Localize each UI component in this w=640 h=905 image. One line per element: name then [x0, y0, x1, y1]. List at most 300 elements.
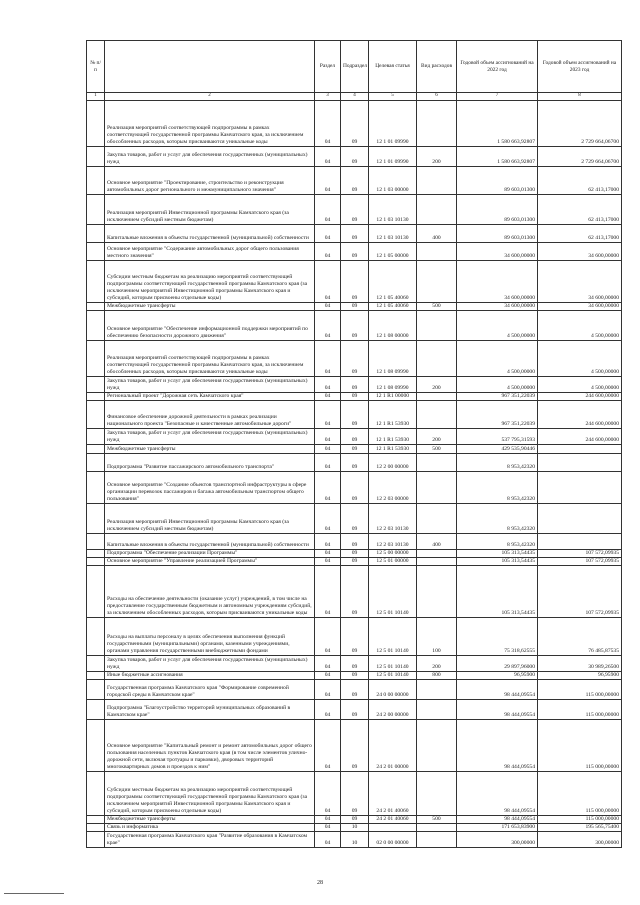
cell-value-2022: 98 444,09554 — [457, 680, 538, 700]
cell-value-2022: 89 603,01300 — [457, 167, 538, 195]
cell-celevaya-statya: 12 5 01 10140 — [369, 566, 417, 618]
cell-podrazdel: 10 — [341, 824, 369, 832]
cell-value-2022: 34 600,00000 — [457, 243, 538, 261]
cell-podrazdel: 09 — [341, 656, 369, 672]
cell-razdel: 04 — [315, 147, 341, 167]
table-header-row — [87, 41, 622, 93]
cell-podrazdel: 09 — [341, 147, 369, 167]
cell-num — [87, 261, 105, 303]
cell-vid-rashodov — [417, 824, 457, 832]
cell-razdel: 04 — [315, 261, 341, 303]
header-num: № п/п — [87, 41, 105, 93]
cell-podrazdel: 09 — [341, 401, 369, 429]
cell-name: Связь и информатика — [105, 824, 315, 832]
cell-celevaya-statya: 24 0 00 00000 — [369, 680, 417, 700]
cell-num — [87, 195, 105, 225]
cell-value-2022: 98 444,09554 — [457, 700, 538, 720]
cell-num — [87, 303, 105, 311]
cell-podrazdel: 09 — [341, 377, 369, 393]
cell-num — [87, 454, 105, 472]
column-number: 5 — [369, 93, 417, 101]
cell-celevaya-statya: 12 2 03 10130 — [369, 504, 417, 534]
cell-value-2022: 8 953,42320 — [457, 454, 538, 472]
cell-podrazdel: 09 — [341, 303, 369, 311]
cell-podrazdel: 09 — [341, 429, 369, 445]
table-row — [87, 401, 622, 429]
cell-vid-rashodov: 200 — [417, 656, 457, 672]
cell-podrazdel: 09 — [341, 566, 369, 618]
cell-vid-rashodov: 800 — [417, 672, 457, 680]
cell-vid-rashodov — [417, 101, 457, 147]
cell-num — [87, 377, 105, 393]
cell-name: Межбюджетные трансферты — [105, 303, 315, 311]
cell-razdel: 04 — [315, 656, 341, 672]
cell-celevaya-statya: 12 2 03 00000 — [369, 472, 417, 504]
cell-vid-rashodov — [417, 566, 457, 618]
table-row — [87, 772, 622, 816]
cell-value-2023: 115 000,00000 — [538, 772, 622, 816]
cell-num — [87, 672, 105, 680]
cell-name: Основное мероприятие "Обеспечение информационной поддержки мероприятий по обеспечению безопасности дорожного движения" — [105, 311, 315, 341]
cell-name: Государственная программа Камчатского края "Формирование современной городской среды в Камчатском крае" — [105, 680, 315, 700]
cell-value-2022: 75 318,62555 — [457, 618, 538, 656]
table-row — [87, 341, 622, 377]
cell-razdel: 04 — [315, 566, 341, 618]
table-row — [87, 147, 622, 167]
cell-razdel: 04 — [315, 429, 341, 445]
cell-value-2022: 429 535,90446 — [457, 445, 538, 454]
cell-celevaya-statya: 12 5 01 10140 — [369, 656, 417, 672]
cell-value-2022: 29 897,96000 — [457, 656, 538, 672]
cell-name: Расходы на выплаты персоналу в целях обеспечения выполнения функций государственными (муниципальными) органами, казенными учреждениями, органами управления государственными внебюджетными фондами — [105, 618, 315, 656]
cell-razdel: 04 — [315, 472, 341, 504]
cell-value-2023: 4 500,00000 — [538, 341, 622, 377]
cell-podrazdel: 10 — [341, 832, 369, 848]
table-row — [87, 225, 622, 243]
table-row — [87, 429, 622, 445]
table-row — [87, 618, 622, 656]
cell-name: Межбюджетные трансферты — [105, 816, 315, 824]
cell-celevaya-statya: 12 5 01 10140 — [369, 618, 417, 656]
cell-value-2022: 171 653,83900 — [457, 824, 538, 832]
cell-razdel: 04 — [315, 101, 341, 147]
cell-value-2022: 105 313,54435 — [457, 566, 538, 618]
cell-razdel: 04 — [315, 401, 341, 429]
cell-name: Государственная программа Камчатского края "Развитие образования в Камчатском крае" — [105, 832, 315, 848]
cell-razdel: 04 — [315, 445, 341, 454]
cell-celevaya-statya: 12 1 R1 53930 — [369, 401, 417, 429]
table-row — [87, 472, 622, 504]
cell-value-2023: 4 500,00000 — [538, 377, 622, 393]
table-row — [87, 445, 622, 454]
cell-value-2022: 105 313,54435 — [457, 550, 538, 558]
cell-podrazdel: 09 — [341, 720, 369, 772]
cell-razdel: 04 — [315, 700, 341, 720]
cell-value-2023: 244 600,00000 — [538, 429, 622, 445]
table-row — [87, 534, 622, 550]
cell-value-2023 — [538, 454, 622, 472]
cell-value-2022: 300,00000 — [457, 832, 538, 848]
cell-vid-rashodov — [417, 772, 457, 816]
cell-num — [87, 504, 105, 534]
cell-value-2023: 195 565,75400 — [538, 824, 622, 832]
cell-num — [87, 401, 105, 429]
cell-name: Капитальные вложения в объекты государственной (муниципальной) собственности — [105, 534, 315, 550]
page-number: 28 — [317, 880, 323, 886]
cell-vid-rashodov — [417, 393, 457, 401]
cell-value-2022: 4 500,00000 — [457, 377, 538, 393]
cell-num — [87, 772, 105, 816]
cell-razdel: 04 — [315, 680, 341, 700]
cell-value-2023: 115 000,00000 — [538, 680, 622, 700]
cell-podrazdel: 09 — [341, 534, 369, 550]
cell-num — [87, 816, 105, 824]
cell-value-2023 — [538, 472, 622, 504]
table-row — [87, 377, 622, 393]
cell-razdel: 04 — [315, 341, 341, 377]
cell-podrazdel: 09 — [341, 550, 369, 558]
cell-num — [87, 445, 105, 454]
footer-rule — [4, 893, 64, 894]
cell-num — [87, 311, 105, 341]
cell-num — [87, 550, 105, 558]
cell-razdel: 04 — [315, 225, 341, 243]
cell-razdel: 04 — [315, 720, 341, 772]
table-row — [87, 261, 622, 303]
cell-vid-rashodov — [417, 167, 457, 195]
cell-razdel: 04 — [315, 824, 341, 832]
cell-num — [87, 832, 105, 848]
cell-value-2023: 62 413,17000 — [538, 167, 622, 195]
cell-celevaya-statya: 12 1 05 00000 — [369, 243, 417, 261]
cell-podrazdel: 09 — [341, 618, 369, 656]
cell-num — [87, 824, 105, 832]
cell-razdel: 04 — [315, 832, 341, 848]
cell-value-2023: 107 572,09935 — [538, 558, 622, 566]
cell-value-2022: 1 580 663,92807 — [457, 147, 538, 167]
cell-vid-rashodov: 200 — [417, 429, 457, 445]
cell-value-2022: 34 600,00000 — [457, 303, 538, 311]
table-row — [87, 832, 622, 848]
cell-podrazdel: 09 — [341, 243, 369, 261]
cell-vid-rashodov: 400 — [417, 225, 457, 243]
cell-razdel: 04 — [315, 303, 341, 311]
cell-razdel: 04 — [315, 558, 341, 566]
cell-celevaya-statya: 12 1 08 09990 — [369, 341, 417, 377]
cell-celevaya-statya: 12 1 05 40060 — [369, 303, 417, 311]
cell-value-2022: 967 351,22039 — [457, 393, 538, 401]
cell-name: Финансовое обеспечение дорожной деятельности в рамках реализации национального проекта "Безопасные и качественные автомобильные дороги" — [105, 401, 315, 429]
cell-celevaya-statya: 12 1 08 09990 — [369, 377, 417, 393]
cell-num — [87, 534, 105, 550]
cell-razdel: 04 — [315, 772, 341, 816]
cell-celevaya-statya: 12 1 03 10130 — [369, 225, 417, 243]
cell-name: Субсидии местным бюджетам на реализацию мероприятий соответствующей подпрограммы соответствующей государственной программы Камчатского края (за исключением мероприятий Инвестиционной программы Камчатского края и субсидий, которым присвоены отдельные коды) — [105, 772, 315, 816]
cell-value-2023: 244 600,00000 — [538, 401, 622, 429]
cell-celevaya-statya: 12 1 05 40060 — [369, 261, 417, 303]
cell-celevaya-statya: 12 1 08 00000 — [369, 311, 417, 341]
cell-name: Межбюджетные трансферты — [105, 445, 315, 454]
cell-podrazdel: 09 — [341, 167, 369, 195]
cell-vid-rashodov — [417, 311, 457, 341]
header-podrazdel: Подраздел — [341, 41, 369, 93]
cell-num — [87, 618, 105, 656]
cell-celevaya-statya: 12 1 03 00000 — [369, 167, 417, 195]
cell-vid-rashodov: 100 — [417, 618, 457, 656]
cell-vid-rashodov — [417, 261, 457, 303]
table-row — [87, 303, 622, 311]
cell-celevaya-statya: 12 1 R1 53930 — [369, 445, 417, 454]
table-row — [87, 558, 622, 566]
table-row — [87, 454, 622, 472]
cell-celevaya-statya: 24 2 01 40060 — [369, 772, 417, 816]
cell-celevaya-statya: 24 2 01 40060 — [369, 816, 417, 824]
cell-celevaya-statya: 12 5 01 00000 — [369, 558, 417, 566]
cell-razdel: 04 — [315, 454, 341, 472]
cell-podrazdel: 09 — [341, 101, 369, 147]
cell-celevaya-statya: 12 1 01 09990 — [369, 101, 417, 147]
cell-vid-rashodov: 500 — [417, 816, 457, 824]
cell-razdel: 04 — [315, 393, 341, 401]
column-number: 3 — [315, 93, 341, 101]
cell-name: Реализация мероприятий Инвестиционной программы Камчатского края (за исключением субсидий местным бюджетам) — [105, 195, 315, 225]
cell-value-2023: 62 413,17000 — [538, 195, 622, 225]
cell-podrazdel: 09 — [341, 225, 369, 243]
column-number: 4 — [341, 93, 369, 101]
cell-vid-rashodov — [417, 550, 457, 558]
header-celevaya-statya: Целевая статья — [369, 41, 417, 93]
cell-celevaya-statya: 02 0 00 00000 — [369, 832, 417, 848]
cell-vid-rashodov: 500 — [417, 303, 457, 311]
cell-value-2022: 98 444,09554 — [457, 720, 538, 772]
cell-num — [87, 243, 105, 261]
cell-name: Реализация мероприятий соответствующей подпрограммы в рамках соответствующей государственной программы Камчатского края, за исключением обособленных расходов, которым присваиваются уникальные коды — [105, 101, 315, 147]
table-body — [87, 101, 622, 848]
column-number: 6 — [417, 93, 457, 101]
cell-podrazdel: 09 — [341, 261, 369, 303]
cell-celevaya-statya: 12 2 00 00000 — [369, 454, 417, 472]
cell-value-2022: 98 444,09554 — [457, 816, 538, 824]
cell-razdel: 04 — [315, 504, 341, 534]
header-vid-rashodov: Вид расходов — [417, 41, 457, 93]
cell-value-2022: 4 500,00000 — [457, 311, 538, 341]
cell-value-2022: 8 953,42320 — [457, 504, 538, 534]
cell-podrazdel: 09 — [341, 341, 369, 377]
cell-value-2023: 115 000,00000 — [538, 700, 622, 720]
cell-razdel: 04 — [315, 550, 341, 558]
column-number: 1 — [87, 93, 105, 101]
cell-celevaya-statya: 12 1 03 10130 — [369, 195, 417, 225]
cell-celevaya-statya — [369, 824, 417, 832]
cell-value-2022: 89 603,01300 — [457, 195, 538, 225]
cell-podrazdel: 09 — [341, 680, 369, 700]
table-row — [87, 824, 622, 832]
cell-value-2023 — [538, 534, 622, 550]
cell-value-2022: 96,95900 — [457, 672, 538, 680]
cell-vid-rashodov — [417, 401, 457, 429]
cell-value-2022: 967 351,22039 — [457, 401, 538, 429]
cell-name: Подпрограмма "Благоустройство территорий муниципальных образований в Камчатском крае" — [105, 700, 315, 720]
cell-vid-rashodov — [417, 341, 457, 377]
cell-value-2023: 115 000,00000 — [538, 720, 622, 772]
cell-name: Основное мероприятие "Создание объектов транспортной инфраструктуры в сфере организации перевозок пассажиров и багажа автомобильным транспортом общего пользования" — [105, 472, 315, 504]
cell-num — [87, 700, 105, 720]
cell-value-2023 — [538, 445, 622, 454]
cell-value-2023: 4 500,00000 — [538, 311, 622, 341]
cell-vid-rashodov — [417, 558, 457, 566]
cell-value-2022: 8 953,42320 — [457, 472, 538, 504]
cell-vid-rashodov: 500 — [417, 445, 457, 454]
cell-celevaya-statya: 24 2 00 00000 — [369, 700, 417, 720]
cell-podrazdel: 09 — [341, 454, 369, 472]
table-row — [87, 195, 622, 225]
cell-num — [87, 429, 105, 445]
cell-value-2022: 537 795,31593 — [457, 429, 538, 445]
cell-vid-rashodov — [417, 720, 457, 772]
table-row — [87, 700, 622, 720]
cell-value-2022: 105 313,54435 — [457, 558, 538, 566]
cell-razdel: 04 — [315, 534, 341, 550]
header-name — [105, 41, 315, 93]
cell-num — [87, 566, 105, 618]
column-number: 2 — [105, 93, 315, 101]
table-row — [87, 311, 622, 341]
table-row — [87, 101, 622, 147]
table-row — [87, 566, 622, 618]
table-row — [87, 816, 622, 824]
cell-podrazdel: 09 — [341, 445, 369, 454]
cell-value-2023: 300,00000 — [538, 832, 622, 848]
cell-razdel: 04 — [315, 816, 341, 824]
budget-table — [86, 40, 622, 848]
cell-value-2023: 76 485,87535 — [538, 618, 622, 656]
cell-vid-rashodov — [417, 243, 457, 261]
table-row — [87, 720, 622, 772]
cell-value-2022: 98 444,09554 — [457, 772, 538, 816]
table-row — [87, 672, 622, 680]
header-razdel: Раздел — [315, 41, 341, 93]
column-number: 7 — [457, 93, 538, 101]
cell-num — [87, 720, 105, 772]
cell-value-2023: 107 572,09935 — [538, 566, 622, 618]
table-row — [87, 504, 622, 534]
cell-vid-rashodov: 400 — [417, 534, 457, 550]
cell-name: Закупка товаров, работ и услуг для обеспечения государственных (муниципальных) нужд — [105, 656, 315, 672]
cell-celevaya-statya: 12 1 R1 53930 — [369, 429, 417, 445]
cell-num — [87, 341, 105, 377]
cell-name: Закупка товаров, работ и услуг для обеспечения государственных (муниципальных) нужд — [105, 147, 315, 167]
cell-celevaya-statya: 12 5 01 10140 — [369, 672, 417, 680]
cell-num — [87, 147, 105, 167]
cell-value-2023: 34 600,00000 — [538, 303, 622, 311]
cell-name: Капитальные вложения в объекты государственной (муниципальной) собственности — [105, 225, 315, 243]
cell-name: Основное мероприятие "Капитальный ремонт и ремонт автомобильных дорог общего пользования населенных пунктов Камчатского края (в том числе элементов улично-дорожной сети, включая тротуары и парковки), дворовых территорий многоквартирных домов и проездов к ним" — [105, 720, 315, 772]
cell-value-2023: 96,95900 — [538, 672, 622, 680]
cell-podrazdel: 09 — [341, 672, 369, 680]
cell-value-2023: 2 729 664,06700 — [538, 147, 622, 167]
cell-value-2023: 34 600,00000 — [538, 261, 622, 303]
cell-num — [87, 393, 105, 401]
cell-celevaya-statya: 12 1 01 09990 — [369, 147, 417, 167]
cell-podrazdel: 09 — [341, 558, 369, 566]
cell-vid-rashodov — [417, 472, 457, 504]
cell-vid-rashodov: 200 — [417, 377, 457, 393]
cell-razdel: 04 — [315, 167, 341, 195]
table-row — [87, 393, 622, 401]
cell-num — [87, 558, 105, 566]
cell-name: Региональный проект "Дорожная сеть Камчатского края" — [105, 393, 315, 401]
cell-celevaya-statya: 24 2 01 00000 — [369, 720, 417, 772]
table-row — [87, 167, 622, 195]
cell-value-2023: 30 989,26500 — [538, 656, 622, 672]
cell-razdel: 04 — [315, 311, 341, 341]
cell-num — [87, 680, 105, 700]
cell-razdel: 04 — [315, 672, 341, 680]
cell-name: Субсидии местным бюджетам на реализацию мероприятий соответствующей подпрограммы соответствующей государственной программы Камчатского края (за исключением мероприятий Инвестиционной программы Камчатского края и субсидий, которым присвоены отдельные коды) — [105, 261, 315, 303]
cell-razdel: 04 — [315, 377, 341, 393]
cell-razdel: 04 — [315, 618, 341, 656]
column-number-row — [87, 93, 622, 101]
cell-value-2022: 89 603,01300 — [457, 225, 538, 243]
table-row — [87, 656, 622, 672]
cell-celevaya-statya: 12 2 03 10130 — [369, 534, 417, 550]
cell-name: Закупка товаров, работ и услуг для обеспечения государственных (муниципальных) нужд — [105, 429, 315, 445]
cell-celevaya-statya: 12 5 00 00000 — [369, 550, 417, 558]
cell-vid-rashodov — [417, 504, 457, 534]
cell-num — [87, 101, 105, 147]
cell-podrazdel: 09 — [341, 311, 369, 341]
cell-razdel: 04 — [315, 195, 341, 225]
table-row — [87, 680, 622, 700]
cell-celevaya-statya: 12 1 R1 00000 — [369, 393, 417, 401]
cell-podrazdel: 09 — [341, 393, 369, 401]
cell-name: Основное мероприятие "Управление реализацией Программы" — [105, 558, 315, 566]
cell-vid-rashodov — [417, 454, 457, 472]
header-year-2023: Годовой объем ассигнований на 2023 год — [538, 41, 622, 93]
cell-name: Подпрограмма "Обеспечение реализации Программы" — [105, 550, 315, 558]
cell-name: Основное мероприятие "Проектирование, строительство и реконструкция автомобильных дорог регионального и межмуниципального значения" — [105, 167, 315, 195]
cell-value-2023: 62 413,17000 — [538, 225, 622, 243]
cell-name: Иные бюджетные ассигнования — [105, 672, 315, 680]
cell-name: Расходы на обеспечение деятельности (оказание услуг) учреждений, в том числе на предоставление государственным бюджетным и автономным учреждениям субсидий, за исключением обособленных расходов, которым присваиваются уникальные коды — [105, 566, 315, 618]
cell-podrazdel: 09 — [341, 700, 369, 720]
cell-vid-rashodov — [417, 700, 457, 720]
table-row — [87, 243, 622, 261]
cell-razdel: 04 — [315, 243, 341, 261]
cell-value-2023: 34 600,00000 — [538, 243, 622, 261]
header-year-2022: Годовой объем ассигнований на 2022 год — [457, 41, 538, 93]
cell-num — [87, 472, 105, 504]
column-number: 8 — [538, 93, 622, 101]
cell-num — [87, 656, 105, 672]
cell-vid-rashodov — [417, 832, 457, 848]
cell-podrazdel: 09 — [341, 816, 369, 824]
cell-name: Закупка товаров, работ и услуг для обеспечения государственных (муниципальных) нужд — [105, 377, 315, 393]
cell-value-2022: 1 580 663,92807 — [457, 101, 538, 147]
cell-num — [87, 167, 105, 195]
cell-value-2023: 107 572,09935 — [538, 550, 622, 558]
cell-value-2023: 244 600,00000 — [538, 393, 622, 401]
cell-vid-rashodov — [417, 195, 457, 225]
cell-podrazdel: 09 — [341, 772, 369, 816]
cell-podrazdel: 09 — [341, 504, 369, 534]
cell-num — [87, 225, 105, 243]
cell-name: Основное мероприятие "Содержание автомобильных дорог общего пользования местного значения" — [105, 243, 315, 261]
cell-vid-rashodov — [417, 680, 457, 700]
cell-value-2023: 115 000,00000 — [538, 816, 622, 824]
cell-value-2022: 34 600,00000 — [457, 261, 538, 303]
cell-value-2023: 2 729 664,06700 — [538, 101, 622, 147]
